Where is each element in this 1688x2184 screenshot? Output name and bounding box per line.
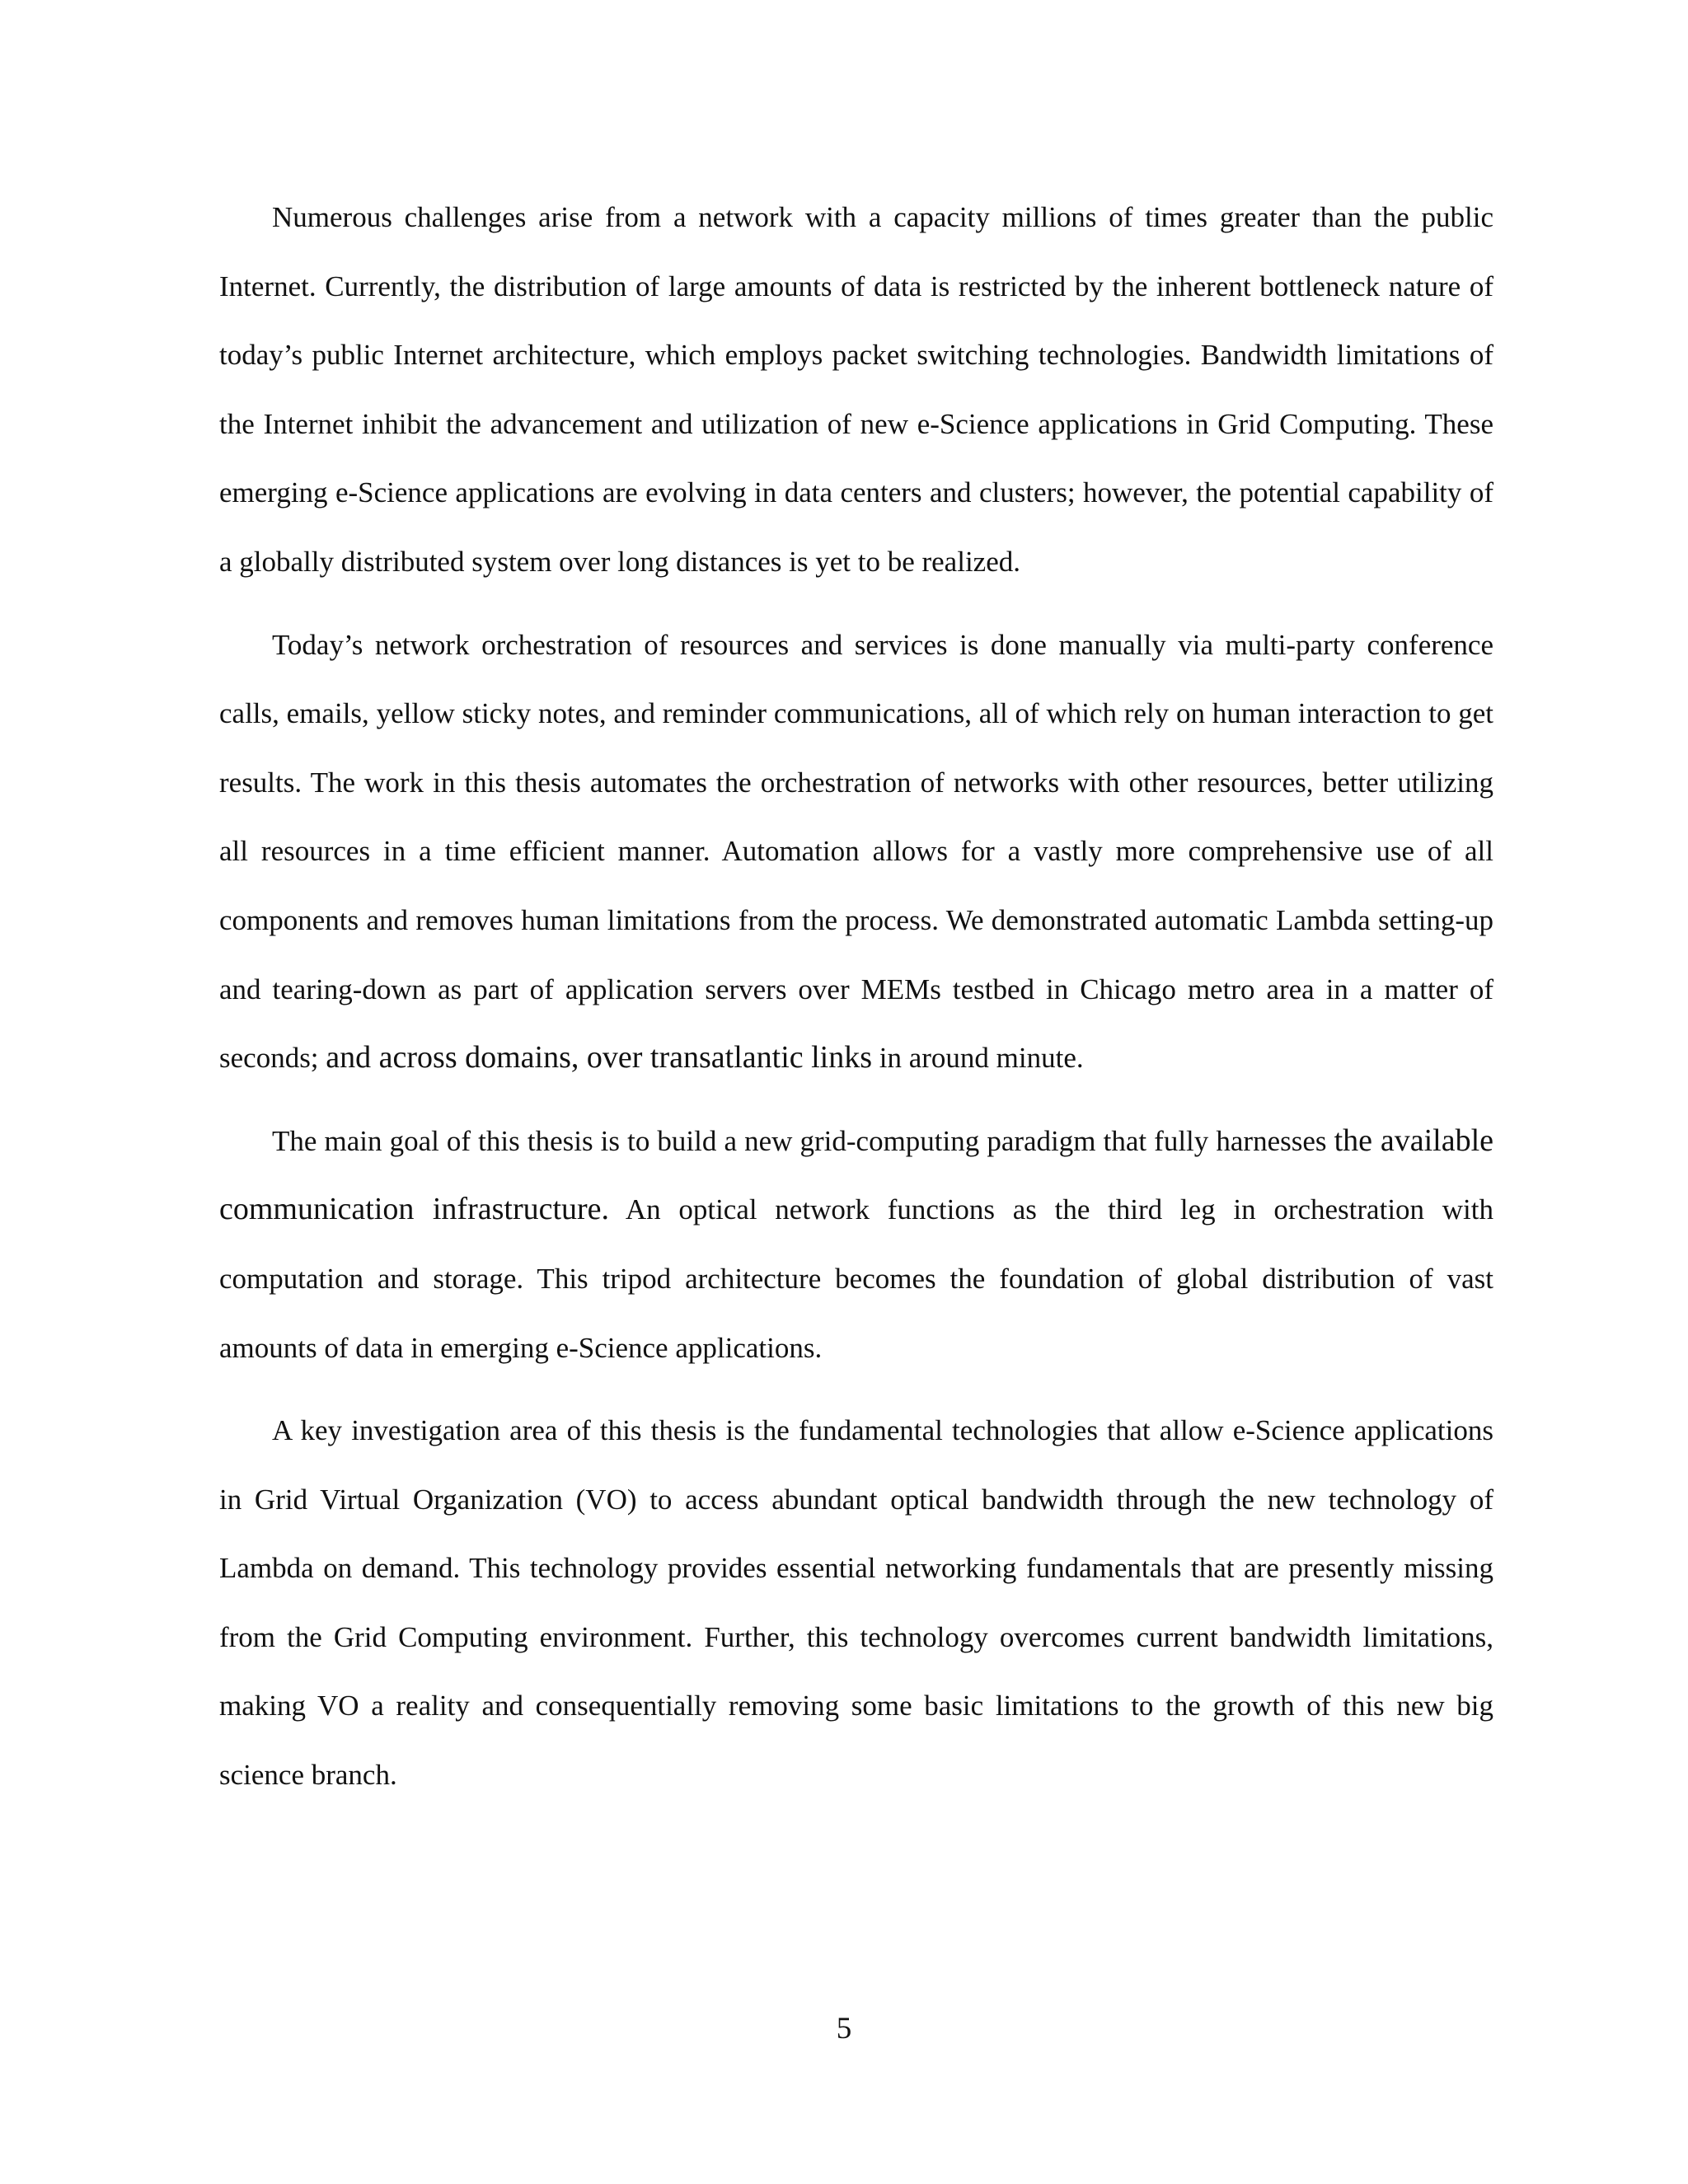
paragraph-4 bbox=[219, 1396, 1493, 1810]
paragraph-2 bbox=[219, 611, 1493, 1093]
paragraph-4-text: A key investigation area of this thesis is the fundamental technologies that allow e-Science applications in Grid Virtual Organization (VO) to access abundant optical bandwidth through the new technology of Lambda on demand. This technology provides essential networking fundamentals that are presently missing from the Grid Computing environment. Further, this technology overcomes current bandwidth limitations, making VO a reality and consequentially removing some basic limitations to the growth of this new big science branch. bbox=[219, 1414, 1493, 1792]
paragraph-2-text: Today’s network orchestration of resources and services is done manually via multi-party conference calls, emails, yellow sticky notes, and reminder communications, all of which rely on human interaction to get results. The work in this thesis automates the orchestration of networks with other resources, better utilizing all resources in a time efficient manner. Automation allows for a vastly more comprehensive use of all components and removes human limitations from the process. We demonstrated automatic Lambda setting-up and tearing-down as part of application servers over MEMs testbed in Chicago metro area in a matter of seconds; bbox=[219, 628, 1493, 1075]
paragraph-3-tail-text: An optical network functions as the third leg in orchestration with computation and storage. This tripod architecture becomes the foundation of global distribution of vast amounts of data in emerging e-Science applications. bbox=[219, 1193, 1493, 1364]
paragraph-1-text: Numerous challenges arise from a network with a capacity millions of times greater than the public Internet. Currently, the distribution of large amounts of data is restricted by the inherent bottleneck nature of today’s public Internet architecture, which employs packet switching technologies. Bandwidth limitations of the Internet inhibit the advancement and utilization of new e-Science applications in Grid Computing. These emerging e-Science applications are evolving in data centers and clusters; however, the potential capability of a globally distributed system over long distances is yet to be realized. bbox=[219, 201, 1493, 578]
paragraph-1 bbox=[219, 183, 1493, 597]
paragraph-2-tail-text: in around minute. bbox=[879, 1042, 1084, 1075]
paragraph-3 bbox=[219, 1107, 1493, 1382]
paragraph-3-text: The main goal of this thesis is to build a new grid-computing paradigm that fully harnesses bbox=[272, 1124, 1327, 1157]
paragraph-2-large-text: and across domains, over transatlantic links bbox=[326, 1040, 873, 1076]
paragraph-3-large-text: the available communication infrastructure. bbox=[219, 1122, 1493, 1227]
page-number: 5 bbox=[836, 2012, 852, 2046]
document-body bbox=[219, 183, 1493, 1810]
